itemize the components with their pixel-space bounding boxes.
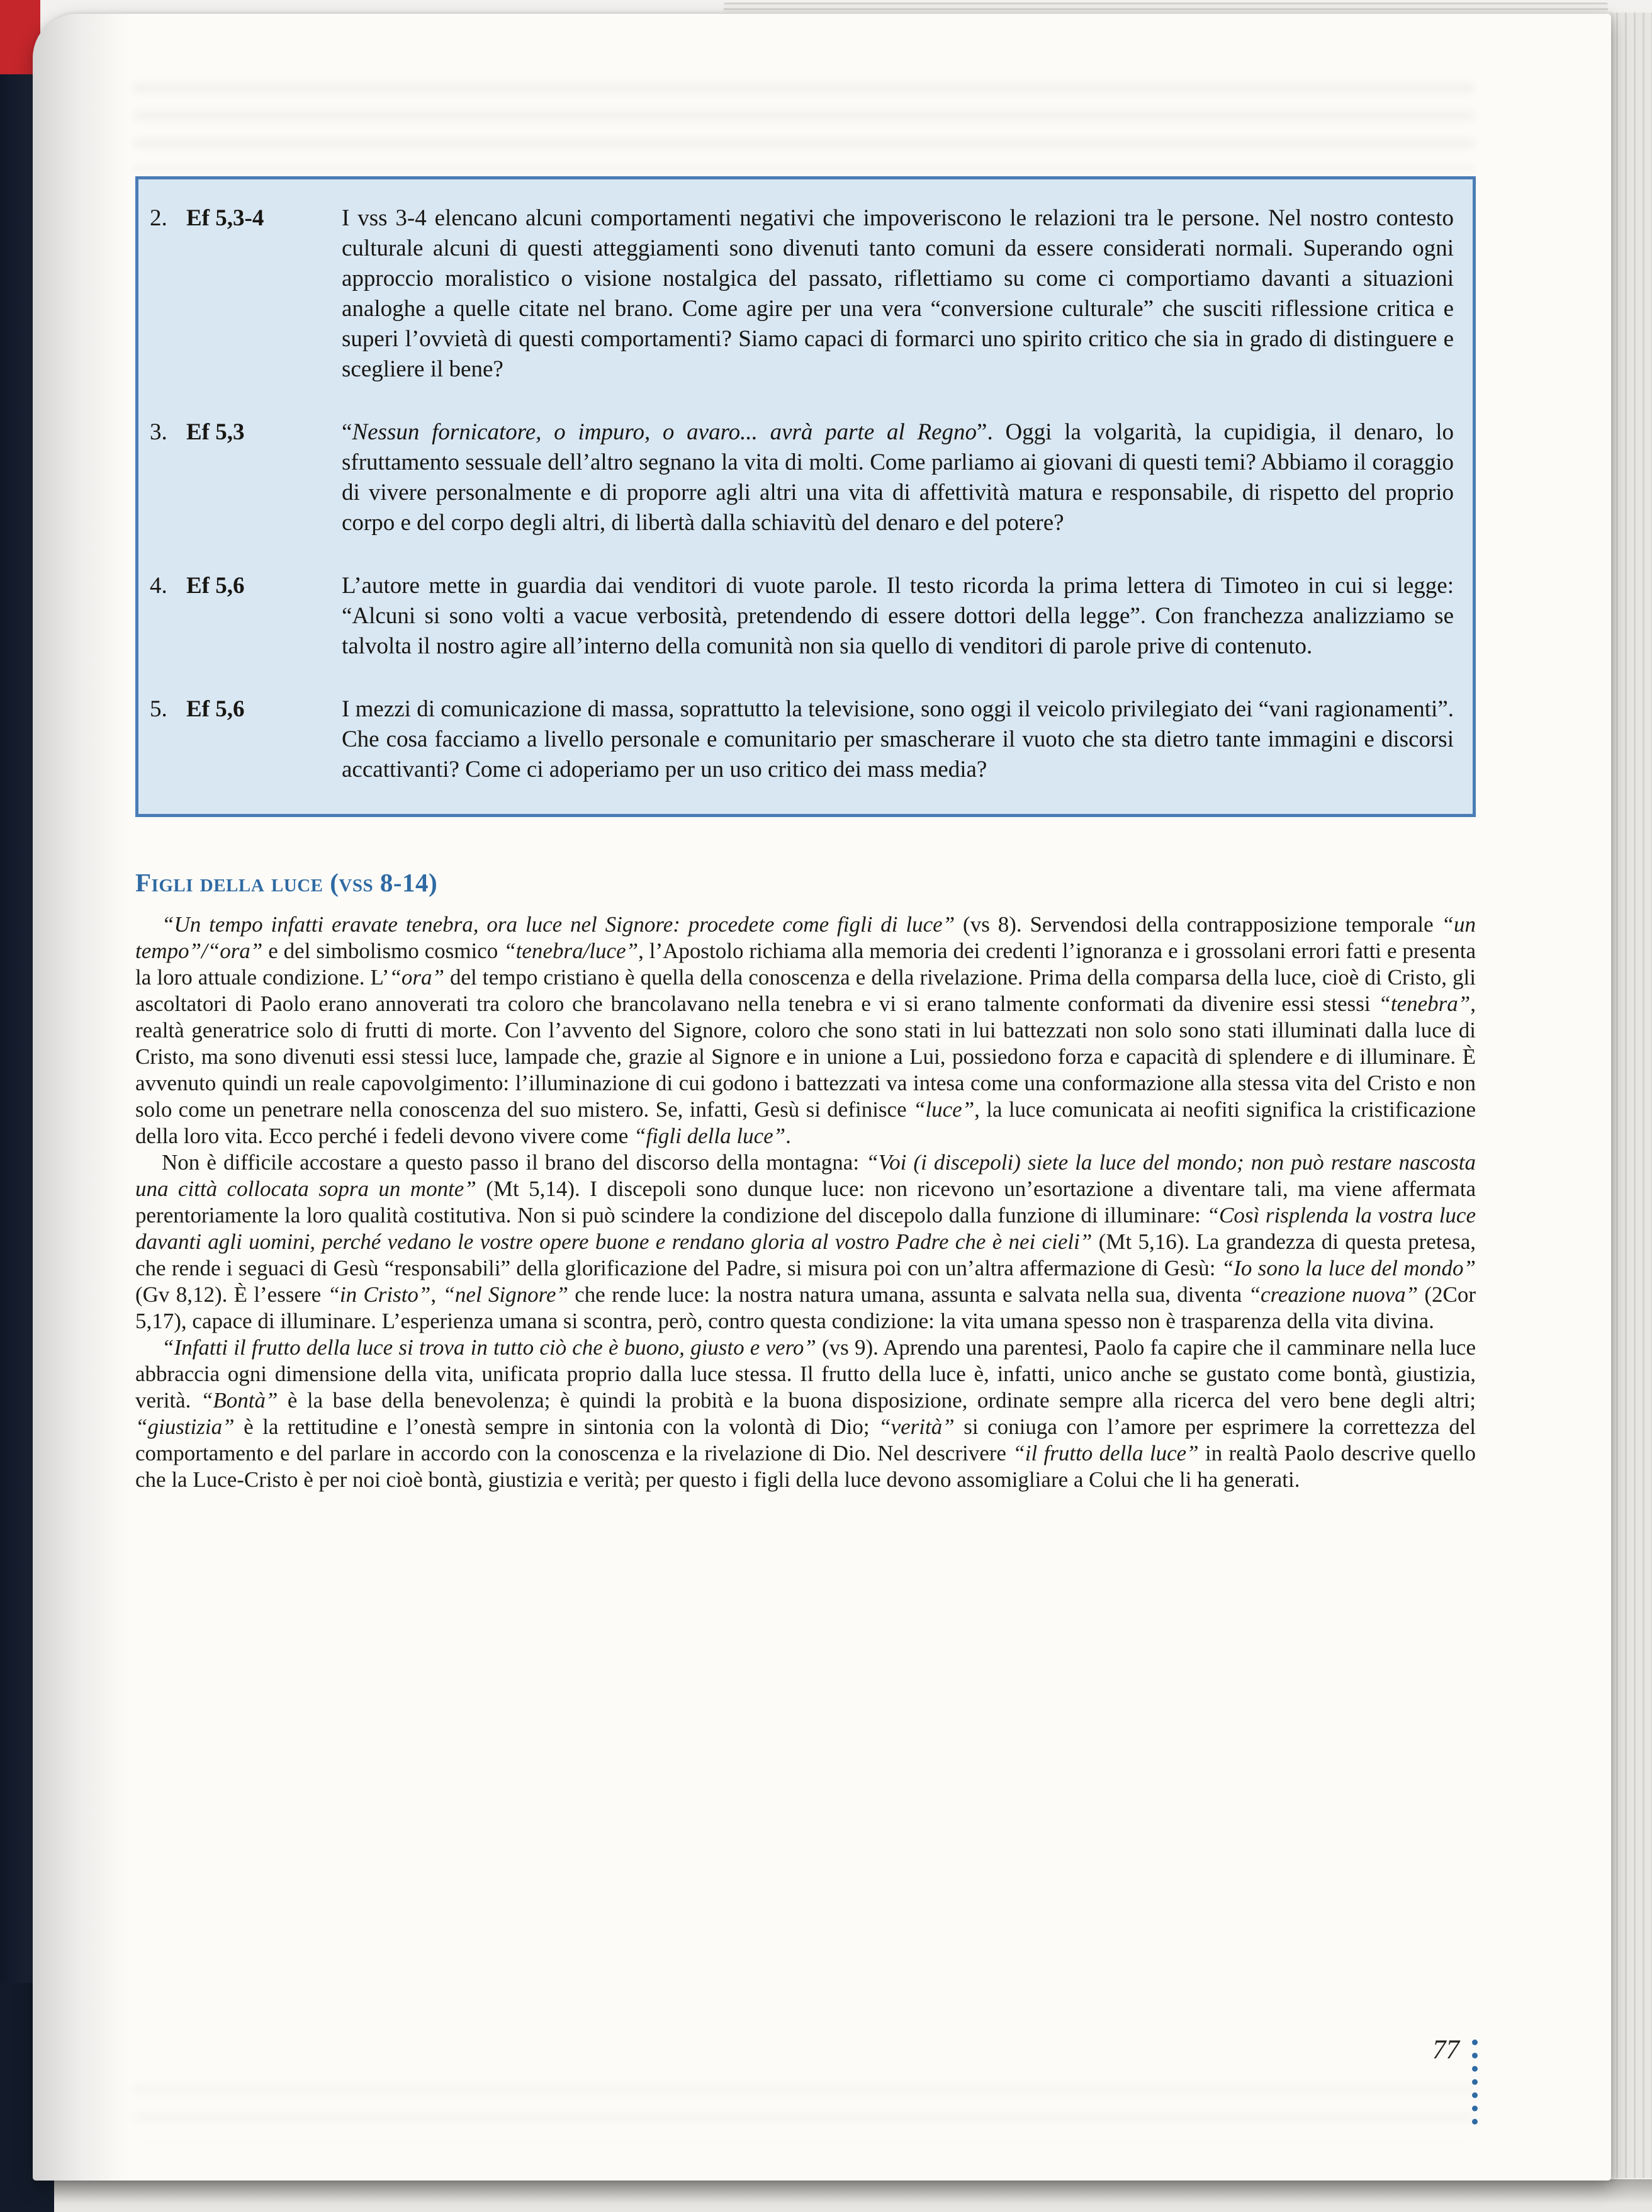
book-page	[33, 14, 1611, 2181]
dot	[1472, 2066, 1478, 2072]
question-item	[150, 694, 1454, 785]
scripture-reference: Ef 5,6	[186, 696, 245, 722]
questions-box	[135, 176, 1476, 817]
body-paragraph: Non è difficile accostare a questo passo il brano del discorso della montagna: “Voi (i discepoli) siete la luce del mondo; non può restare nascosta una città collocata sopra un monte” (Mt 5,14). I discepoli sono dunque luce: non ricevono un’esortazione a diventare tali, ma viene affermata perentoriamente la loro qualità costitutiva. Non si può scindere la condizione del discepolo dalla funzione di illuminare: “Così risplenda la vostra luce davanti agli uomini, perché vedano le vostre opere buone e rendano gloria al vostro Padre che è nei cieli” (Mt 5,16). La grandezza di questa pretesa, che rende i seguaci di Gesù “responsabili” della glorificazione del Padre, si misura poi con un’altra affermazione di Gesù: “Io sono la luce del mondo” (Gv 8,12). È l’essere “in Cristo”, “nel Signore” che rende luce: la nostra natura umana, assunta e salvata nella sua, diventa “creazione nuova” (2Cor 5,17), capace di illuminare. L’esperienza umana si scontra, però, contro questa condizione: la vita umana spesso non è trasparenza della vita divina.	[135, 1150, 1476, 1333]
page-content	[135, 176, 1476, 1493]
decorative-dots	[1472, 2034, 1478, 2125]
page-stack-top-edge	[724, 3, 1608, 13]
question-text: “Nessun fornicatore, o impuro, o avaro... avrà parte al Regno”. Oggi la volgarità, la cupidigia, il denaro, lo sfruttamento sessuale dell’altro segnano la vita di molti. Come parliamo ai giovani di questi temi? Abbiamo il coraggio di vivere personalmente e di proporre agli altri una vita di affettività matura e responsabile, di rispetto del proprio corpo e del corpo degli altri, di libertà dalla schiavitù del denaro e del potere?	[342, 419, 1454, 536]
dot	[1472, 2092, 1478, 2098]
page-bottom-shadow	[54, 2179, 1652, 2212]
body-paragraph: “Un tempo infatti eravate tenebra, ora luce nel Signore: procedete come figli di luce” (vs 8). Servendosi della contrapposizione temporale “un tempo”/“ora” e del simbolismo cosmico “tenebra/luce”, l’Apostolo richiama alla memoria dei credenti l’ignoranza e i grossolani errori fatti e presenta la loro attuale condizione. L’“ora” del tempo cristiano è quella della conoscenza e della rivelazione. Prima della comparsa della luce, cioè di Cristo, gli ascoltatori di Paolo erano annoverati tra coloro che brancolavano nella tenebra e vi si erano talmente conformati da divenire essi stessi “tenebra”, realtà generatrice solo di frutti di morte. Con l’avvento del Signore, coloro che sono stati in lui battezzati non solo sono stati illuminati dalla luce di Cristo, ma sono divenuti essi stessi luce, lampade che, grazie al Signore e in unione a Lui, possiedono forza e capacità di splendere e di illuminare. È avvenuto quindi un reale capovolgimento: l’illuminazione di cui godono i battezzati va intesa come una conformazione alla stessa vita del Cristo e non solo come un penetrare nella conoscenza del suo mistero. Se, infatti, Gesù si definisce “luce”, la luce comunicata ai neofiti significa la cristificazione della loro vita. Ecco perché i fedeli devono vivere come “figli della luce”.	[135, 912, 1476, 1148]
scripture-reference: Ef 5,3-4	[186, 205, 264, 231]
question-number: 2.	[150, 205, 167, 231]
question-item	[150, 571, 1454, 662]
question-text: L’autore mette in guardia dai venditori di vuote parole. Il testo ricorda la prima lettera di Timoteo in cui si legge: “Alcuni si sono volti a vacue verbosità, pretendendo di essere dottori della legge”. Con franchezza analizziamo se talvolta il nostro agire all’interno della comunità non sia quello di venditori di parole prive di contenuto.	[342, 573, 1454, 659]
page-footer	[1432, 2034, 1478, 2125]
question-text: I mezzi di comunicazione di massa, soprattutto la televisione, sono oggi il veicolo privilegiato dei “vani ragionamenti”. Che cosa facciamo a livello personale e comunitario per smascherare il vuoto che sta dietro tante immagini e discorsi accattivanti? Come ci adoperiamo per un uso critico dei mass media?	[342, 696, 1454, 782]
dot	[1472, 2079, 1478, 2085]
section-heading: Figli della luce (vss 8-14)	[135, 868, 438, 897]
question-item	[150, 417, 1454, 538]
dot	[1472, 2053, 1478, 2058]
question-number: 4.	[150, 573, 167, 599]
dot	[1472, 2040, 1478, 2045]
body-paragraph: “Infatti il frutto della luce si trova in tutto ciò che è buono, giusto e vero” (vs 9). Aprendo una parentesi, Paolo fa capire che il camminare nella luce abbraccia ogni dimensione della vita, unificata proprio dalla luce stessa. Il frutto della luce è, infatti, unico anche se gustato come bontà, giustizia, verità. “Bontà” è la base della benevolenza; è quindi la probità e la buona disposizione, ordinate sempre alla ricerca del vero bene degli altri; “giustizia” è la rettitudine e l’onestà sempre in sintonia con la volontà di Dio; “verità” si coniuga con l’amore per esprimere la correttezza del comportamento e del parlare in accordo con la conoscenza e la rivelazione di Dio. Nel descrivere “il frutto della luce” in realtà Paolo descrive quello che la Luce-Cristo è per noi cioè bontà, giustizia e verità; per questo i figli della luce devono assomigliare a Colui che li ha generati.	[135, 1335, 1476, 1492]
scripture-reference: Ef 5,6	[186, 573, 245, 599]
bleed-through-artifact	[133, 83, 1474, 171]
dot	[1472, 2106, 1478, 2111]
question-text: I vss 3-4 elencano alcuni comportamenti negativi che impoveriscono le relazioni tra le persone. Nel nostro contesto culturale alcuni di questi atteggiamenti sono divenuti tanto comuni da essere considerati normali. Superando ogni approccio moralistico o visione nostalgica del passato, riflettiamo su come ci comportiamo davanti a situazioni analoghe a quelle citate nel brano. Come agire per una vera “conversione culturale” che susciti riflessione critica e superi l’ovvietà di questi comportamenti? Siamo capaci di formarci uno spirito critico che sia in grado di distinguere e scegliere il bene?	[342, 205, 1454, 382]
question-item	[150, 203, 1454, 385]
dot	[1472, 2119, 1478, 2125]
question-number: 3.	[150, 419, 167, 445]
page-stack-right-edge	[1609, 13, 1652, 2178]
scripture-reference: Ef 5,3	[186, 419, 245, 445]
question-number: 5.	[150, 696, 167, 722]
bleed-through-artifact	[133, 2085, 1474, 2141]
page-number: 77	[1432, 2035, 1459, 2065]
binding-shadow	[33, 14, 127, 2181]
